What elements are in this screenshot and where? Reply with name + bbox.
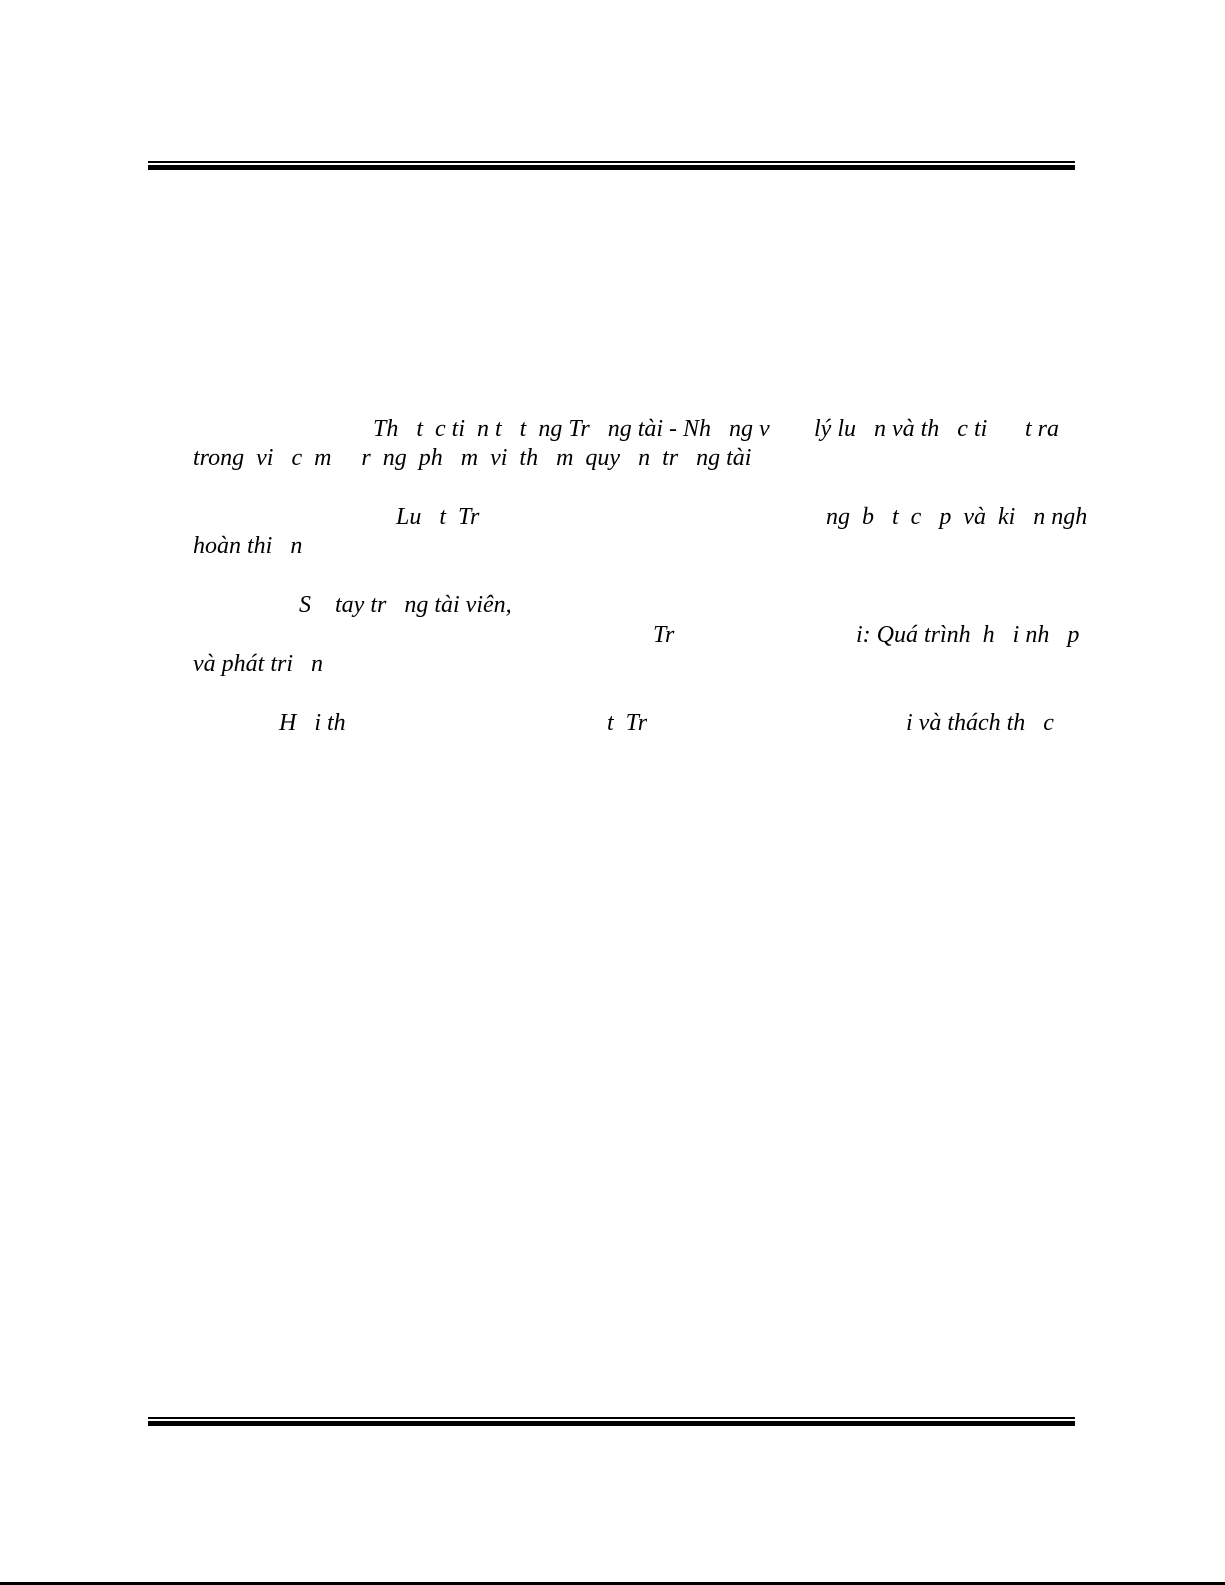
reference-2-line-2: hoàn thi n xyxy=(193,533,303,559)
reference-3-line-1: S tay tr ng tài viên, xyxy=(299,592,512,618)
reference-3-line-3: và phát tri n xyxy=(193,651,323,677)
reference-1-line-2: trong vi c m r ng ph m vi th m quy n tr ng tài xyxy=(193,445,752,471)
reference-1-line-1-part-2: lý lu n và th c ti xyxy=(814,416,988,442)
reference-1-line-1-part-3: t ra xyxy=(1025,416,1060,442)
reference-2-line-1-part-1: Lu t Tr xyxy=(396,504,480,530)
reference-3-line-2-part-2: i: Quá trình h i nh p xyxy=(856,622,1080,648)
header-rule xyxy=(148,161,1075,170)
reference-2-line-1-part-2: ng b t c p và ki n ngh xyxy=(826,504,1088,530)
reference-4-line-1-part-3: i và thách th c xyxy=(906,710,1054,736)
reference-4-line-1-part-1: H i th xyxy=(279,710,346,736)
footer-rule xyxy=(148,1417,1075,1426)
reference-3-line-2-part-1: Tr xyxy=(653,622,675,648)
reference-1-line-1-part-1: Th t c ti n t t ng Tr ng tài - Nh ng v xyxy=(373,416,770,442)
reference-4-line-1-part-2: t Tr xyxy=(607,710,648,736)
